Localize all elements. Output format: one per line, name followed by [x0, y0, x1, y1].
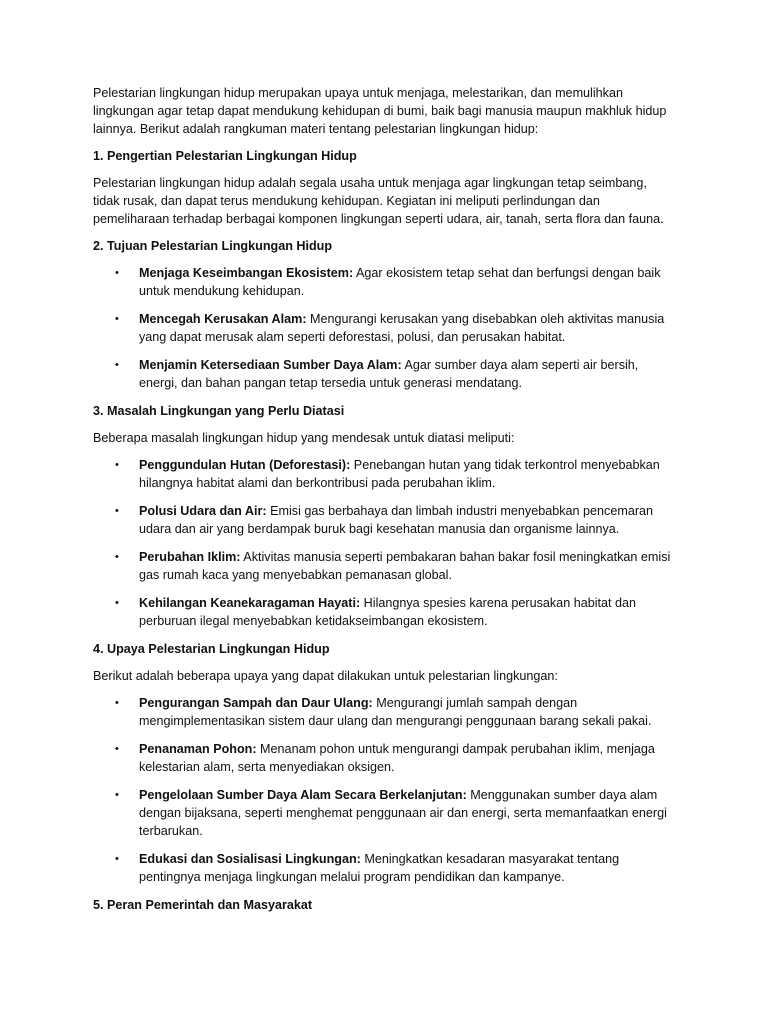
bullet-icon: •: [115, 359, 119, 371]
list-item-term: Penggundulan Hutan (Deforestasi):: [139, 458, 351, 472]
bullet-icon: •: [115, 789, 119, 801]
section-text-1: Pelestarian lingkungan hidup adalah segala usaha untuk menjaga agar lingkungan tetap seimbang, tidak rusak, dan dapat terus mendukung kehidupan. Kegiatan ini meliputi perlindungan dan pemeliharaan terhadap berbagai komponen lingkungan seperti udara, air, tanah, serta flora dan fauna.: [93, 176, 664, 226]
list-item-desc: Aktivitas manusia seperti pembakaran bahan bakar fosil meningkatkan emisi gas rumah kaca yang menyebabkan pemanasan global.: [139, 550, 671, 582]
list-item-term: Pengelolaan Sumber Daya Alam Secara Berkelanjutan:: [139, 788, 467, 802]
list-item-term: Menjamin Ketersediaan Sumber Daya Alam:: [139, 358, 402, 372]
list-item: [93, 310, 676, 346]
bullet-list-2: [93, 264, 676, 392]
list-item: [93, 548, 676, 584]
list-item: [93, 740, 676, 776]
section-heading-4: 4. Upaya Pelestarian Lingkungan Hidup: [93, 642, 330, 656]
section-text-4: Berikut adalah beberapa upaya yang dapat dilakukan untuk pelestarian lingkungan:: [93, 669, 558, 683]
list-item-desc: Menggunakan sumber daya alam dengan bijaksana, seperti menghemat penggunaan air dan energi, serta memanfaatkan energi terbarukan.: [139, 788, 667, 838]
bullet-icon: •: [115, 597, 119, 609]
list-item-term: Mencegah Kerusakan Alam:: [139, 312, 307, 326]
list-item-desc: Hilangnya spesies karena perusakan habitat dan perburuan ilegal menyebabkan ketidakseimbangan ekosistem.: [139, 596, 637, 628]
list-item-term: Pengurangan Sampah dan Daur Ulang:: [139, 696, 373, 710]
bullet-icon: •: [115, 313, 119, 325]
section-heading-3: 3. Masalah Lingkungan yang Perlu Diatasi: [93, 404, 345, 418]
list-item-term: Polusi Udara dan Air:: [139, 504, 267, 518]
bullet-icon: •: [115, 853, 119, 865]
list-item-term: Kehilangan Keanekaragaman Hayati:: [139, 596, 361, 610]
list-item: [93, 594, 676, 630]
section-heading-2: 2. Tujuan Pelestarian Lingkungan Hidup: [93, 239, 333, 253]
list-item: [93, 264, 676, 300]
section-text-3: Beberapa masalah lingkungan hidup yang mendesak untuk diatasi meliputi:: [93, 431, 515, 445]
list-item-desc: Emisi gas berbahaya dan limbah industri menyebabkan pencemaran udara dan air yang berdampak buruk bagi kesehatan manusia dan organisme lainnya.: [139, 504, 654, 536]
bullet-list-3: [93, 456, 676, 630]
list-item-term: Edukasi dan Sosialisasi Lingkungan:: [139, 852, 361, 866]
list-item-desc: Penebangan hutan yang tidak terkontrol menyebabkan hilangnya habitat alami dan berkontribusi pada perubahan iklim.: [139, 458, 660, 490]
section-heading-5: 5. Peran Pemerintah dan Masyarakat: [93, 898, 313, 912]
list-item: [93, 694, 676, 730]
list-item: [93, 850, 676, 886]
bullet-list-4: [93, 694, 676, 886]
list-item-desc: Meningkatkan kesadaran masyarakat tentang pentingnya menjaga lingkungan melalui program pendidikan dan kampanye.: [139, 852, 620, 884]
list-item: [93, 456, 676, 492]
list-item-term: Perubahan Iklim:: [139, 550, 241, 564]
list-item: [93, 786, 676, 840]
bullet-icon: •: [115, 459, 119, 471]
list-item: [93, 502, 676, 538]
bullet-icon: •: [115, 743, 119, 755]
list-item-desc: Agar ekosistem tetap sehat dan berfungsi dengan baik untuk mendukung kehidupan.: [139, 266, 661, 298]
bullet-icon: •: [115, 505, 119, 517]
list-item-term: Menjaga Keseimbangan Ekosistem:: [139, 266, 354, 280]
bullet-icon: •: [115, 267, 119, 279]
section-heading-1: 1. Pengertian Pelestarian Lingkungan Hidup: [93, 149, 357, 163]
intro-paragraph: Pelestarian lingkungan hidup merupakan upaya untuk menjaga, melestarikan, dan memulihkan lingkungan agar tetap dapat mendukung kehidupan di bumi, baik bagi manusia maupun makhluk hidup lainnya. Berikut adalah rangkuman materi tentang pelestarian lingkungan hidup:: [93, 86, 667, 136]
bullet-icon: •: [115, 697, 119, 709]
list-item-desc: Mengurangi jumlah sampah dengan mengimplementasikan sistem daur ulang dan mengurangi penggunaan barang sekali pakai.: [139, 696, 652, 728]
list-item-desc: Menanam pohon untuk mengurangi dampak perubahan iklim, menjaga kelestarian alam, serta menyediakan oksigen.: [139, 742, 655, 774]
list-item-desc: Agar sumber daya alam seperti air bersih, energi, dan bahan pangan tetap tersedia untuk generasi mendatang.: [139, 358, 639, 390]
list-item: [93, 356, 676, 392]
list-item-term: Penanaman Pohon:: [139, 742, 257, 756]
list-item-desc: Mengurangi kerusakan yang disebabkan oleh aktivitas manusia yang dapat merusak alam seperti deforestasi, polusi, dan perusakan habitat.: [139, 312, 665, 344]
bullet-icon: •: [115, 551, 119, 563]
